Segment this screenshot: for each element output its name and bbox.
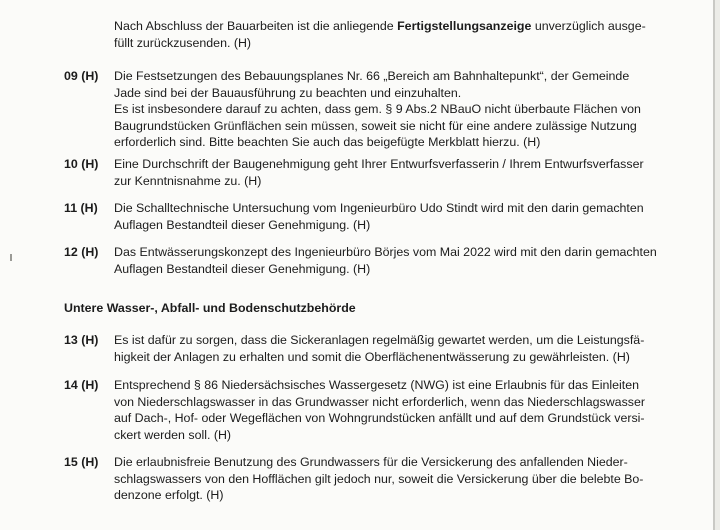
item-line: auf Dach-, Hof- oder Wegeflächen von Wohngrundstücken anfällt und auf dem Grundstück versi- <box>114 411 645 425</box>
item-line: Auflagen Bestandteil dieser Genehmigung. (H) <box>114 217 371 232</box>
item-line: schlagswassers von den Hofflächen gilt jedoch nur, soweit die Versickerung über die belebte Bo- <box>114 471 644 486</box>
item-line: Die Festsetzungen des Bebauungsplanes Nr. 66 „Bereich am Bahnhaltepunkt“, der Gemeinde <box>114 69 630 83</box>
item-line: erforderlich sind. Bitte beachten Sie auch das beigefügte Merkblatt hierzu. (H) <box>114 135 541 149</box>
continuation-line-2: füllt zurückzusenden. (H) <box>114 35 252 50</box>
item-number: 13 (H) <box>64 333 99 347</box>
item-line: Die Schalltechnische Untersuchung vom Ingenieurbüro Udo Stindt wird mit den darin gemachten <box>114 201 644 215</box>
section-heading: Untere Wasser-, Abfall- und Bodenschutzbehörde <box>64 301 356 315</box>
continuation-line-1: Nach Abschluss der Bauarbeiten ist die anliegende Fertigstellungsanzeige unverzüglich ausge- <box>114 19 646 33</box>
item-line: Es ist dafür zu sorgen, dass die Sickeranlagen regelmäßig gewartet werden, um die Leistungsfä- <box>114 333 645 347</box>
item-text <box>114 244 704 277</box>
fertigstellungsanzeige-emphasis: Fertigstellungsanzeige <box>397 19 532 33</box>
item-text <box>114 377 704 443</box>
item-line: higkeit der Anlagen zu erhalten und somit die Oberflächenentwässerung zu gewährleisten. (H) <box>114 349 630 364</box>
item-line: zur Kenntnisnahme zu. (H) <box>114 173 262 188</box>
item-number: 14 (H) <box>64 378 99 392</box>
item-line: denzone erfolgt. (H) <box>114 488 224 502</box>
item-line: Jade sind bei der Bauausführung zu beachten und einzuhalten. <box>114 85 462 100</box>
item-text <box>114 454 704 504</box>
item-line: Baugrundstücken Grünflächen sein müssen, soweit sie nicht für eine andere zulässige Nutzung <box>114 118 637 133</box>
item-number: 12 (H) <box>64 245 99 259</box>
item-number: 11 (H) <box>64 201 98 215</box>
item-line: Entsprechend § 86 Niedersächsisches Wassergesetz (NWG) ist eine Erlaubnis für das Einleiten <box>114 378 640 392</box>
item-line: Es ist insbesondere darauf zu achten, dass gem. § 9 Abs.2 NBauO nicht überbaute Flächen von <box>114 102 641 116</box>
item-number: 10 (H) <box>64 157 99 171</box>
item-text <box>114 200 704 233</box>
scan-edge-shadow <box>715 0 720 530</box>
scan-speck <box>10 254 12 261</box>
item-line: Auflagen Bestandteil dieser Genehmigung. (H) <box>114 261 371 276</box>
item-text <box>114 156 704 189</box>
continuation-paragraph <box>114 18 704 51</box>
item-line: Die erlaubnisfreie Benutzung des Grundwassers für die Versickerung des anfallenden Nieder- <box>114 455 628 469</box>
item-line: von Niederschlagswasser in das Grundwasser nicht erforderlich, wenn das Niederschlagswasser <box>114 394 645 409</box>
item-line: Eine Durchschrift der Baugenehmigung geht Ihrer Entwurfsverfasserin / Ihrem Entwurfsverfasser <box>114 157 644 171</box>
item-line: ckert werden soll. (H) <box>114 427 232 442</box>
item-text <box>114 332 704 365</box>
item-text <box>114 68 704 151</box>
item-number: 15 (H) <box>64 455 99 469</box>
item-line: Das Entwässerungskonzept des Ingenieurbüro Börjes vom Mai 2022 wird mit den darin gemachten <box>114 245 657 259</box>
item-number: 09 (H) <box>64 69 99 83</box>
